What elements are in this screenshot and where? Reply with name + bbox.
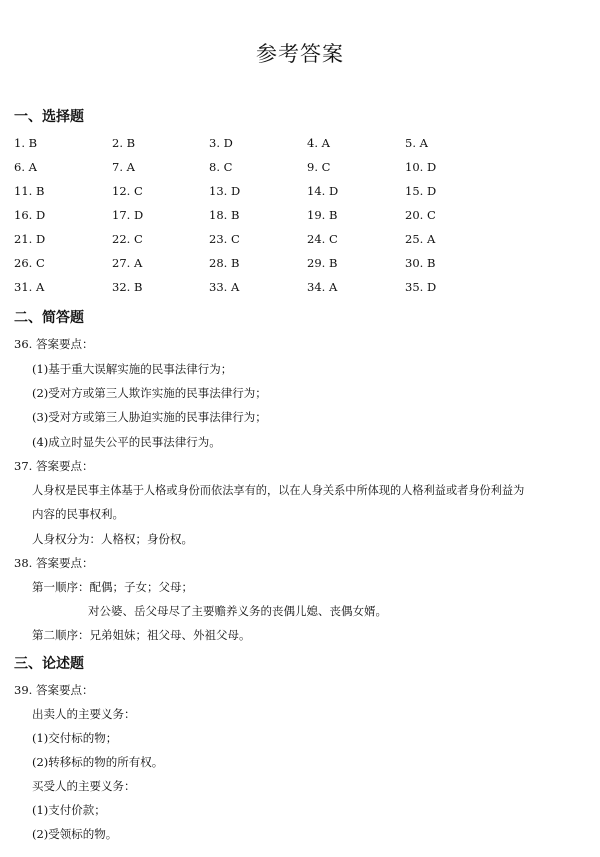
choice-answer: 7. A xyxy=(112,160,135,174)
section-heading-essay: 三、论述题 xyxy=(14,656,84,672)
seller-duty-item: (1)交付标的物； xyxy=(32,731,118,745)
choice-answer: 31. A xyxy=(14,280,45,294)
question-37-paragraph-line: 人身权是民事主体基于人格或身份而依法享有的，以在人身关系中所体现的人格利益或者身份利益为 xyxy=(32,484,525,497)
buyer-duties-title: 买受人的主要义务： xyxy=(32,779,136,793)
question-36-item: (2)受对方或第三人欺诈实施的民事法律行为； xyxy=(32,386,267,400)
choice-answer: 17. D xyxy=(112,208,144,222)
choice-answer: 12. C xyxy=(112,184,143,198)
question-37-paragraph-line: 内容的民事权利。 xyxy=(32,507,124,521)
choice-answer: 24. C xyxy=(307,232,338,246)
choice-answer: 29. B xyxy=(307,256,338,270)
choice-answer: 28. B xyxy=(209,256,240,270)
choice-answer: 13. D xyxy=(209,184,241,198)
choice-answer: 15. D xyxy=(405,184,437,198)
section-heading-choice: 一、选择题 xyxy=(14,109,84,125)
choice-answer: 11. B xyxy=(14,184,45,198)
choice-answer: 27. A xyxy=(112,256,143,270)
seller-duties-title: 出卖人的主要义务： xyxy=(32,707,136,721)
choice-answer: 14. D xyxy=(307,184,339,198)
choice-answer: 33. A xyxy=(209,280,240,294)
question-36-label: 36. 答案要点： xyxy=(14,337,94,351)
choice-answer: 9. C xyxy=(307,160,331,174)
choice-row xyxy=(14,160,574,184)
choice-answer: 32. B xyxy=(112,280,143,294)
question-36-item: (1)基于重大误解实施的民事法律行为； xyxy=(32,362,233,376)
choice-answer: 10. D xyxy=(405,160,437,174)
choice-answer: 34. A xyxy=(307,280,338,294)
page-title: 参考答案 xyxy=(256,42,344,66)
choice-row xyxy=(14,184,574,208)
choice-answer: 26. C xyxy=(14,256,45,270)
section-heading-short-answer: 二、简答题 xyxy=(14,310,84,326)
choice-answer: 2. B xyxy=(112,136,136,150)
choice-answer: 35. D xyxy=(405,280,437,294)
choice-answer: 22. C xyxy=(112,232,143,246)
question-38-line: 对公婆、岳父母尽了主要赡养义务的丧偶儿媳、丧偶女婿。 xyxy=(88,604,387,618)
choice-answer: 8. C xyxy=(209,160,233,174)
choice-answer: 5. A xyxy=(405,136,428,150)
choice-answer: 18. B xyxy=(209,208,240,222)
choice-row xyxy=(14,256,574,280)
choice-row xyxy=(14,136,574,160)
choice-answer: 30. B xyxy=(405,256,436,270)
buyer-duty-item: (1)支付价款； xyxy=(32,803,106,817)
question-38-line: 第二顺序：兄弟姐妹；祖父母、外祖父母。 xyxy=(32,628,251,642)
choice-answer: 21. D xyxy=(14,232,46,246)
question-38-line: 第一顺序：配偶；子女；父母； xyxy=(32,580,193,594)
choice-answer: 1. B xyxy=(14,136,38,150)
choice-row xyxy=(14,208,574,232)
choice-answer: 19. B xyxy=(307,208,338,222)
choice-answer: 25. A xyxy=(405,232,436,246)
question-38-label: 38. 答案要点： xyxy=(14,556,94,570)
choice-row xyxy=(14,232,574,256)
question-36-item: (3)受对方或第三人胁迫实施的民事法律行为； xyxy=(32,410,267,424)
choice-answer-grid xyxy=(14,136,574,304)
choice-answer: 6. A xyxy=(14,160,37,174)
choice-row xyxy=(14,280,574,304)
choice-answer: 3. D xyxy=(209,136,233,150)
choice-answer: 16. D xyxy=(14,208,46,222)
choice-answer: 23. C xyxy=(209,232,240,246)
question-37-label: 37. 答案要点： xyxy=(14,459,94,473)
question-36-item: (4)成立时显失公平的民事法律行为。 xyxy=(32,435,221,449)
choice-answer: 4. A xyxy=(307,136,330,150)
seller-duty-item: (2)转移标的物的所有权。 xyxy=(32,755,164,769)
question-39-label: 39. 答案要点： xyxy=(14,683,94,697)
question-37-paragraph: 人身权分为：人格权；身份权。 xyxy=(32,532,193,546)
buyer-duty-item: (2)受领标的物。 xyxy=(32,827,118,841)
choice-answer: 20. C xyxy=(405,208,436,222)
